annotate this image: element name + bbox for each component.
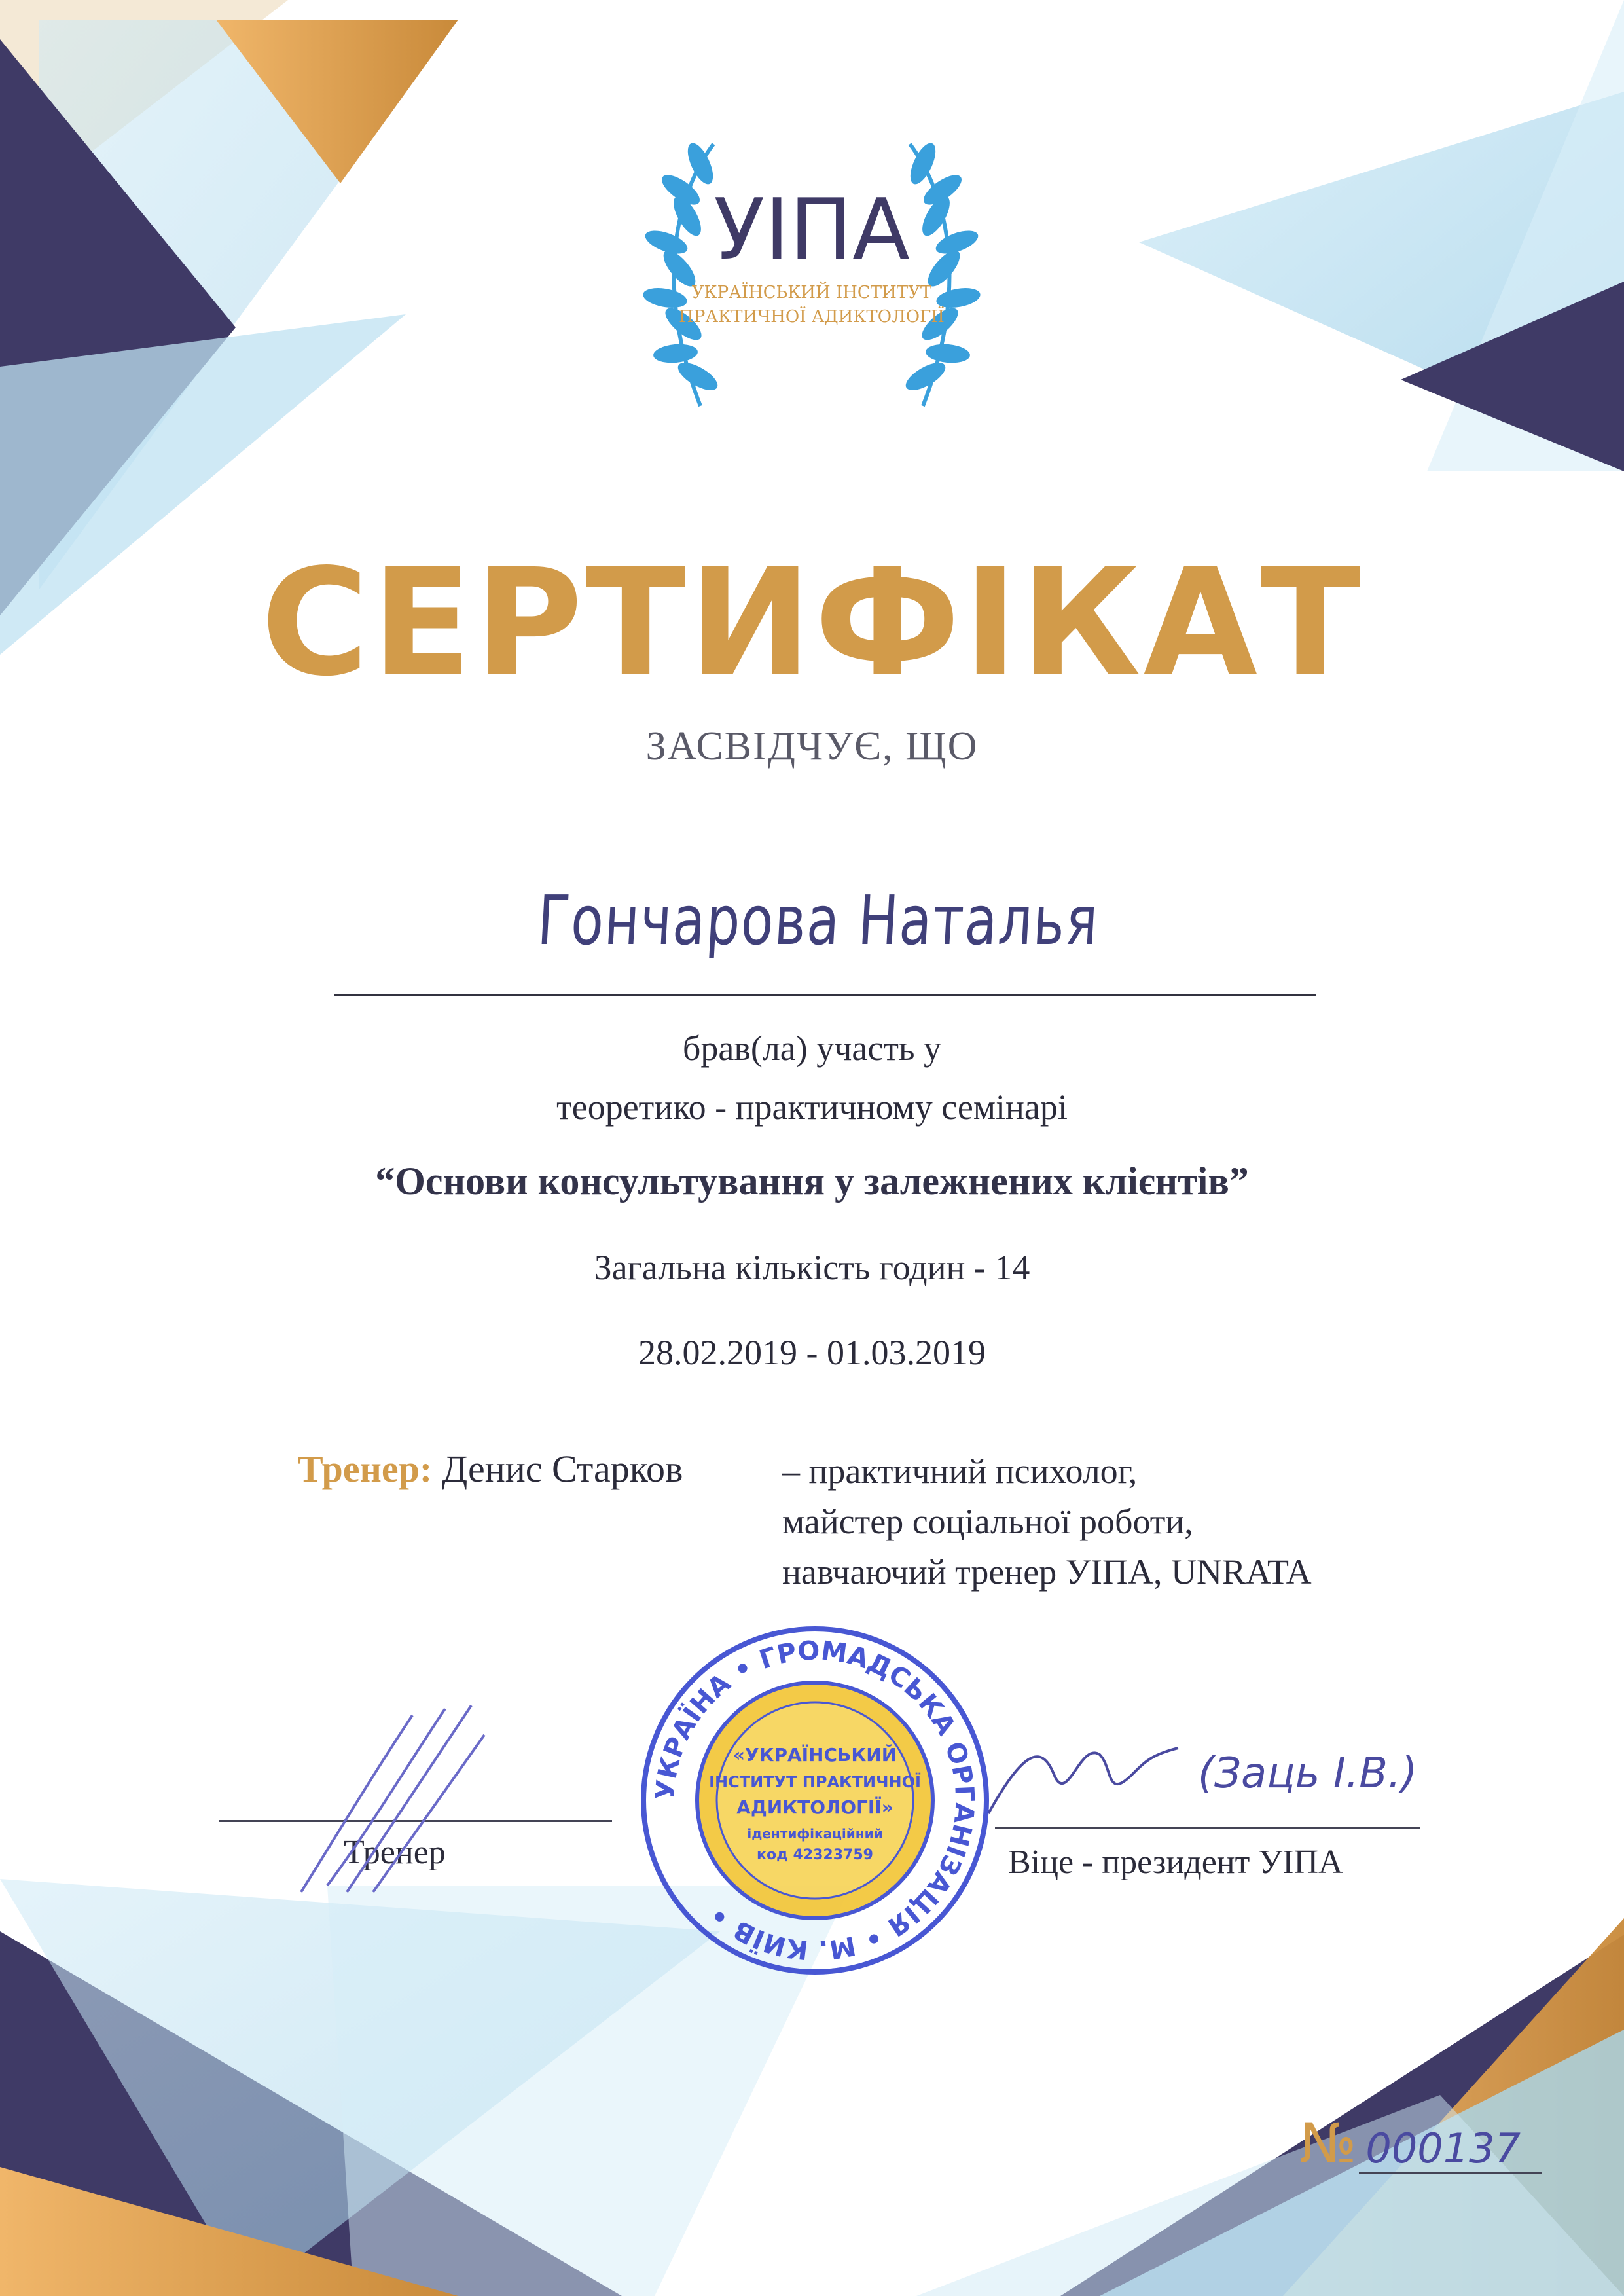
trainer-role-3: навчаючий тренер УІПА, UNRATA — [782, 1552, 1312, 1592]
trainer-role-2: майстер соціальної роботи, — [782, 1502, 1193, 1541]
trainer-heading — [298, 1447, 683, 1491]
trainer-role-1: – практичний психолог, — [782, 1451, 1138, 1491]
number-value: 000137 — [1359, 2124, 1542, 2174]
seal-center-line-2: ІНСТИТУТ ПРАКТИЧНОЇ — [709, 1773, 921, 1791]
name-underline — [334, 994, 1316, 996]
hours-total: Загальна кількість годин - 14 — [594, 1248, 1030, 1287]
vice-president-signature — [982, 1715, 1440, 1833]
recipient-name: Гончарова Наталья — [535, 881, 1101, 960]
seal-center-line-3: АДИКТОЛОГІЇ» — [736, 1796, 893, 1818]
number-sign: № — [1299, 2111, 1357, 2176]
certificate-title: СЕРТИФІКАТ — [261, 538, 1363, 709]
trainer-signature — [275, 1696, 524, 1905]
organization-seal — [638, 1624, 992, 1977]
trainer-label: Тренер: — [298, 1448, 433, 1490]
vice-president-signature-caption: Віце - президент УІПА — [1008, 1844, 1343, 1881]
logo-line2: ПРАКТИЧНОЇ АДИКТОЛОГІЇ — [679, 307, 945, 327]
logo-line1: УКРАЇНСЬКИЙ ІНСТИТУТ — [691, 283, 932, 302]
trainer-name: Денис Старков — [441, 1448, 683, 1490]
participation-text: брав(ла) участь у — [682, 1029, 942, 1068]
trainer-signature-caption: Тренер — [344, 1834, 446, 1871]
certificate-subtitle: ЗАСВІДЧУЄ, ЩО — [645, 724, 979, 769]
seal-center-line-5: код 42323759 — [757, 1847, 873, 1863]
event-title: “Основи консультування у залежнених клієнтів” — [375, 1159, 1249, 1203]
trainer-dash: – — [782, 1451, 809, 1491]
vice-president-handwritten-name: (Заць І.В.) — [1198, 1749, 1418, 1798]
uipa-logo — [602, 118, 1021, 432]
event-dates: 28.02.2019 - 01.03.2019 — [638, 1333, 986, 1372]
left-laurel-icon — [641, 139, 721, 406]
seal-center-line-4: ідентифікаційний — [747, 1826, 883, 1842]
certificate-number — [1299, 2111, 1542, 2176]
seal-ring-text: УКРАЇНА • ГРОМАДСЬКА ОРГАНІЗАЦІЯ • М. КИЇВ • — [650, 1635, 980, 1965]
seal-center-line-1: «УКРАЇНСЬКИЙ — [732, 1744, 897, 1766]
logo-abbreviation: УІПА — [713, 181, 910, 279]
right-laurel-icon — [902, 139, 982, 406]
event-type: теоретико - практичному семінарі — [556, 1087, 1068, 1127]
